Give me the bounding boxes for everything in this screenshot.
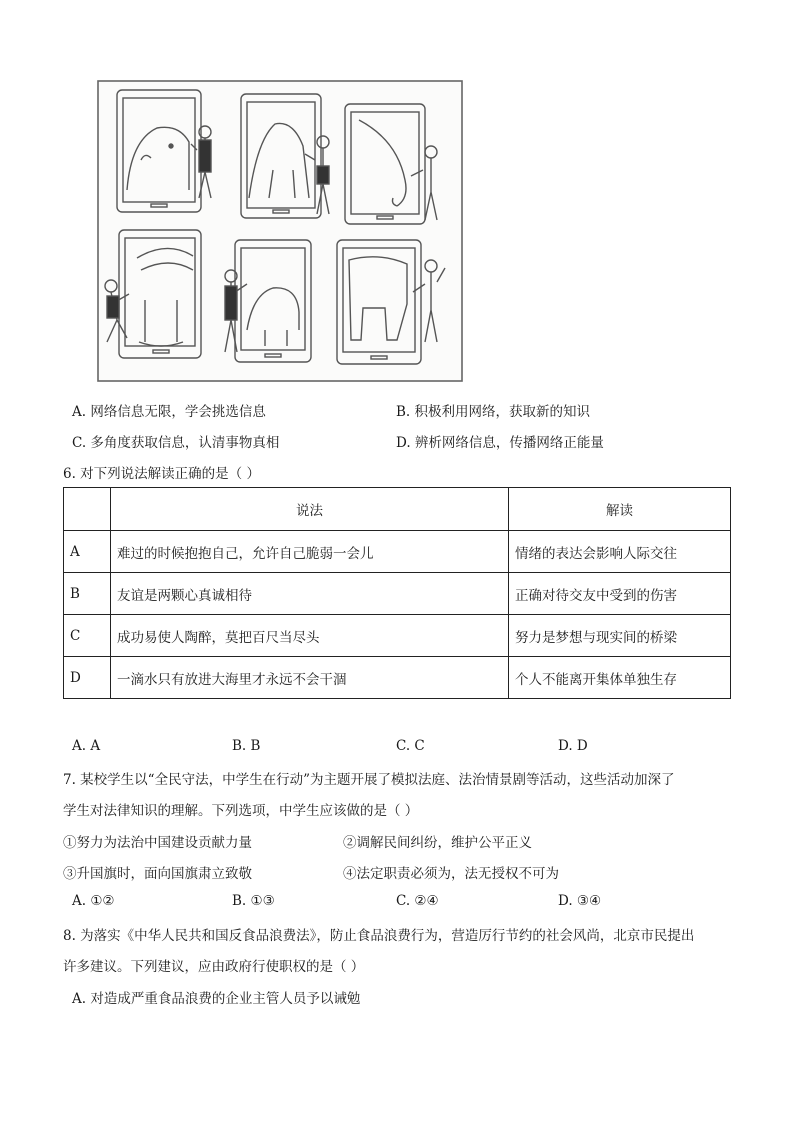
q7-item-1: ①努力为法治中国建设贡献力量 — [63, 835, 252, 851]
q7-item-2: ②调解民间纠纷，维护公平正义 — [343, 835, 532, 851]
phone-frame-1 — [117, 90, 201, 212]
elephant-phones-illustration — [97, 80, 463, 382]
person-6 — [413, 260, 445, 342]
q7-option-d: D. ③④ — [558, 893, 602, 909]
table-cell-statement: 一滴水只有放进大海里才永远不会干涸 — [111, 657, 509, 699]
phone-frame-5 — [235, 240, 311, 362]
q5-option-a: A. 网络信息无限，学会挑选信息 — [72, 404, 266, 420]
table-row — [64, 657, 731, 699]
phone-frame-4 — [119, 230, 201, 358]
q7-item-4: ④法定职责必须为，法无授权不可为 — [343, 866, 559, 882]
table-cell-interpretation: 正确对待交友中受到的伤害 — [509, 573, 731, 615]
q8-stem-line2: 许多建议。下列建议，应由政府行使职权的是（ ） — [63, 959, 365, 975]
table-cell-interpretation: 情绪的表达会影响人际交往 — [509, 531, 731, 573]
table-row — [64, 615, 731, 657]
q7-item-3: ③升国旗时，面向国旗肃立致敬 — [63, 866, 252, 882]
q6-stem: 6. 对下列说法解读正确的是（ ） — [63, 466, 260, 482]
q7-option-c: C. ②④ — [396, 893, 439, 909]
q7-option-a: A. ①② — [72, 893, 115, 909]
q6-option-d: D. D — [558, 738, 588, 754]
table-header-cell — [64, 488, 111, 531]
table-row — [64, 531, 731, 573]
table-cell-statement: 成功易使人陶醉，莫把百尺当尽头 — [111, 615, 509, 657]
table-header-row — [64, 488, 731, 531]
person-1 — [191, 126, 211, 198]
q6-option-a: A. A — [72, 738, 101, 754]
q6-option-c: C. C — [396, 738, 425, 754]
phone-frame-6 — [337, 240, 421, 364]
table-header-cell: 说法 — [111, 488, 509, 531]
q8-option-a: A. 对造成严重食品浪费的企业主管人员予以诫勉 — [72, 991, 361, 1007]
phone-frame-3 — [345, 104, 425, 224]
table-cell-label: A — [64, 531, 111, 573]
person-2 — [305, 136, 329, 214]
table-cell-label: D — [64, 657, 111, 699]
table-cell-label: B — [64, 573, 111, 615]
q7-stem-line2: 学生对法律知识的理解。下列选项，中学生应该做的是（ ） — [63, 803, 419, 819]
q5-option-d: D. 辨析网络信息，传播网络正能量 — [396, 435, 604, 451]
table-cell-label: C — [64, 615, 111, 657]
q8-stem-line1: 8. 为落实《中华人民共和国反食品浪费法》，防止食品浪费行为，营造厉行节约的社会风尚，北京市民提出 — [63, 928, 695, 944]
q6-table — [63, 487, 731, 699]
person-3 — [411, 146, 437, 220]
table-cell-interpretation: 个人不能离开集体单独生存 — [509, 657, 731, 699]
q6-option-b: B. B — [232, 738, 261, 754]
table-cell-statement: 难过的时候抱抱自己，允许自己脆弱一会儿 — [111, 531, 509, 573]
q7-option-b: B. ①③ — [232, 893, 275, 909]
q5-option-c: C. 多角度获取信息，认清事物真相 — [72, 435, 280, 451]
q5-option-b: B. 积极利用网络，获取新的知识 — [396, 404, 591, 420]
person-5 — [225, 270, 247, 352]
table-header-cell: 解读 — [509, 488, 731, 531]
q7-stem-line1: 7. 某校学生以“全民守法，中学生在行动”为主题开展了模拟法庭、法治情景剧等活动，这些活动加深了 — [63, 772, 675, 788]
table-row — [64, 573, 731, 615]
table-cell-statement: 友谊是两颗心真诚相待 — [111, 573, 509, 615]
table-cell-interpretation: 努力是梦想与现实间的桥梁 — [509, 615, 731, 657]
